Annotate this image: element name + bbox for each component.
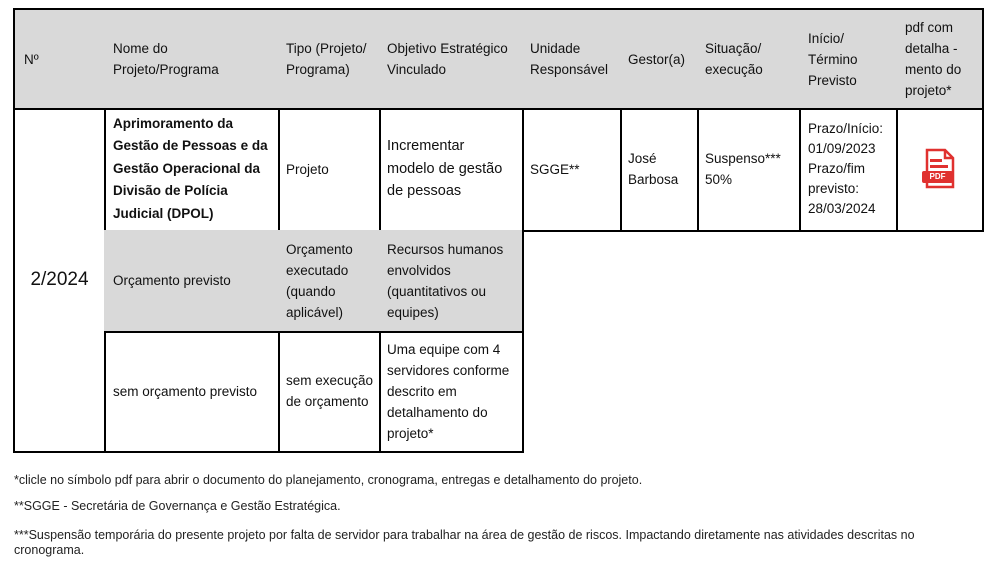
manager-name: José Barbosa xyxy=(620,108,699,232)
pdf-icon[interactable] xyxy=(919,147,959,191)
project-type: Projeto xyxy=(278,108,381,232)
human-resources: Uma equipe com 4 servidores conforme descrito em detalhamento do projeto* xyxy=(379,331,524,453)
footnote-pdf: *clicle no símbolo pdf para abrir o documento do planejamento, cronograma, entregas e detalhamento do projeto. xyxy=(14,473,643,487)
project-dates: Prazo/Início: 01/09/2023 Prazo/fim previsto: 28/03/2024 xyxy=(799,108,898,232)
strategic-objective: Incrementar modelo de gestão de pessoas xyxy=(379,108,524,232)
pdf-cell xyxy=(896,108,984,232)
header-tipo: Tipo (Projeto/ Programa) xyxy=(278,8,381,110)
footnote-suspension: ***Suspensão temporária do presente projeto por falta de servidor para trabalhar na área de gestão de riscos. Impactando diretamente nas atividades descritas no cronograma. xyxy=(14,528,915,557)
header-nome: Nome do Projeto/Programa xyxy=(104,8,280,110)
header-inicio: Início/ Término Previsto xyxy=(799,8,898,110)
footnote-sgge: **SGGE - Secretária de Governança e Gestão Estratégica. xyxy=(14,499,341,513)
budget-planned: sem orçamento previsto xyxy=(104,331,280,453)
project-number: 2/2024 xyxy=(13,108,106,453)
header-unidade: Unidade Responsável xyxy=(522,8,622,110)
subheader-orcamento-executado: Orçamento executado (quando aplicável) xyxy=(278,230,381,333)
header-situacao: Situação/ execução xyxy=(697,8,801,110)
project-name: Aprimoramento da Gestão de Pessoas e da Gestão Operacional da Divisão de Polícia Judicial (DPOL) xyxy=(104,108,280,232)
header-num: Nº xyxy=(13,8,106,110)
header-gestor: Gestor(a) xyxy=(620,8,699,110)
header-pdf: pdf com detalha - mento do projeto* xyxy=(896,8,984,110)
responsible-unit: SGGE** xyxy=(522,108,622,232)
pdf-icon-label: PDF xyxy=(929,172,946,181)
subheader-recursos: Recursos humanos envolvidos (quantitativos ou equipes) xyxy=(379,230,524,333)
header-objetivo: Objetivo Estratégico Vinculado xyxy=(379,8,524,110)
budget-executed: sem execução de orçamento xyxy=(278,331,381,453)
project-status: Suspenso*** 50% xyxy=(697,108,801,232)
subheader-orcamento-previsto: Orçamento previsto xyxy=(104,230,280,333)
